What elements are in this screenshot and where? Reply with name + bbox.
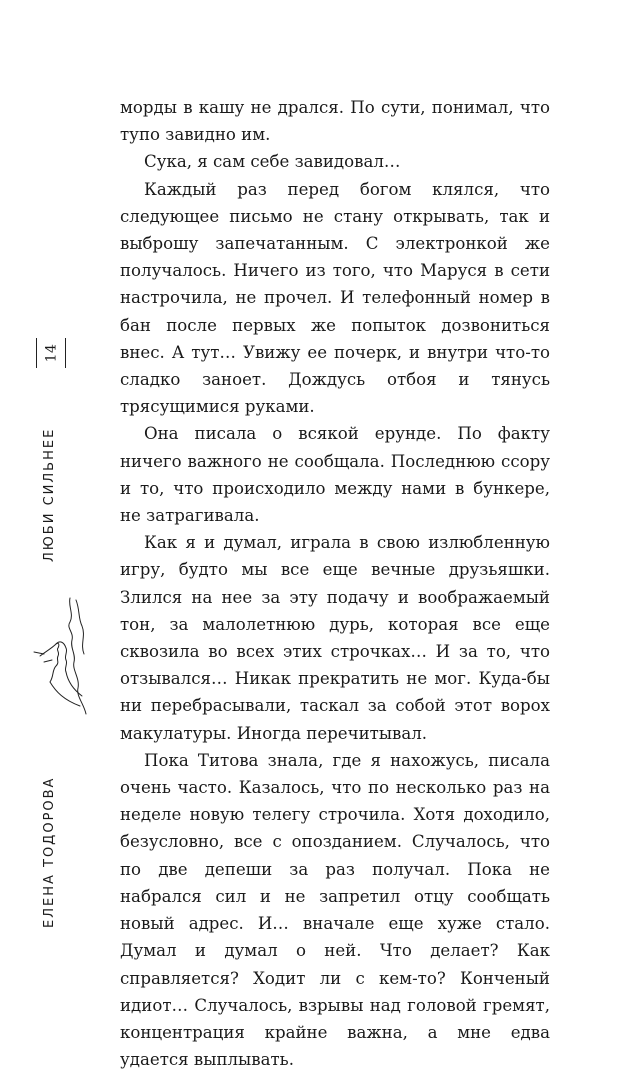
paragraph: Пока Титова знала, где я нахожусь, писала очень часто. Казалось, что по несколько раз на неделе новую телегу строчила. Хотя доходило, безусловно, все с опозданием. Случалось, что по две депеши за раз получал. Пока не набрался сил и не запретил отцу сообщать новый адрес. И… вначале еще хуже стало. Думал и думал о ней. Что делает? Как справляется? Ходит ли с кем-то? Конченый идиот… Случалось, взрывы над головой гремят, концентрация крайне важна, а мне едва удается выплывать. [120,750,550,1070]
paragraph: Каждый раз перед богом клялся, что следующее письмо не стану открывать, так и выброшу запечатанным. С электронкой же получалось. Ничего из того, что Маруся в сети настрочила, не прочел. И телефонный номер в бан после первых же попыток дозвониться внес. А тут… Увижу ее почерк, и внутри что-то сладко заноет. Дождусь отбоя и тянусь трясущимися руками. [120,179,550,417]
body-text [120,94,550,1073]
page-number: 14 [42,343,59,363]
paragraph-continued: морды в кашу не дрался. По сути, понимал, что тупо завидно им. [120,98,550,145]
paragraph: Она писала о всякой ерунде. По факту ничего важного не сообщала. Последнюю ссору и то, что происходило между нами в бункере, не затрагивала. [120,424,550,526]
paragraph: Сука, я сам себе завидовал… [144,152,401,172]
two-faces-kiss-line-drawing-icon [30,596,110,716]
paragraph: Как я и думал, играла в свою излюбленную игру, будто мы все еще вечные друзьяшки. Злился на нее за эту подачу и воображаемый тон, за малолетнюю дурь, которая все еще сквозила во всех этих строчках… И за то, что отзывался… Никак прекратить не мог. Куда-бы ни перебрасывали, таскал за собой этот ворох макулатуры. Иногда перечитывал. [120,533,550,743]
page-number-box [36,338,66,368]
book-title-running-head: ЛЮБИ СИЛЬНЕЕ [42,427,57,562]
author-running-head: ЕЛЕНА ТОДОРОВА [42,776,57,928]
